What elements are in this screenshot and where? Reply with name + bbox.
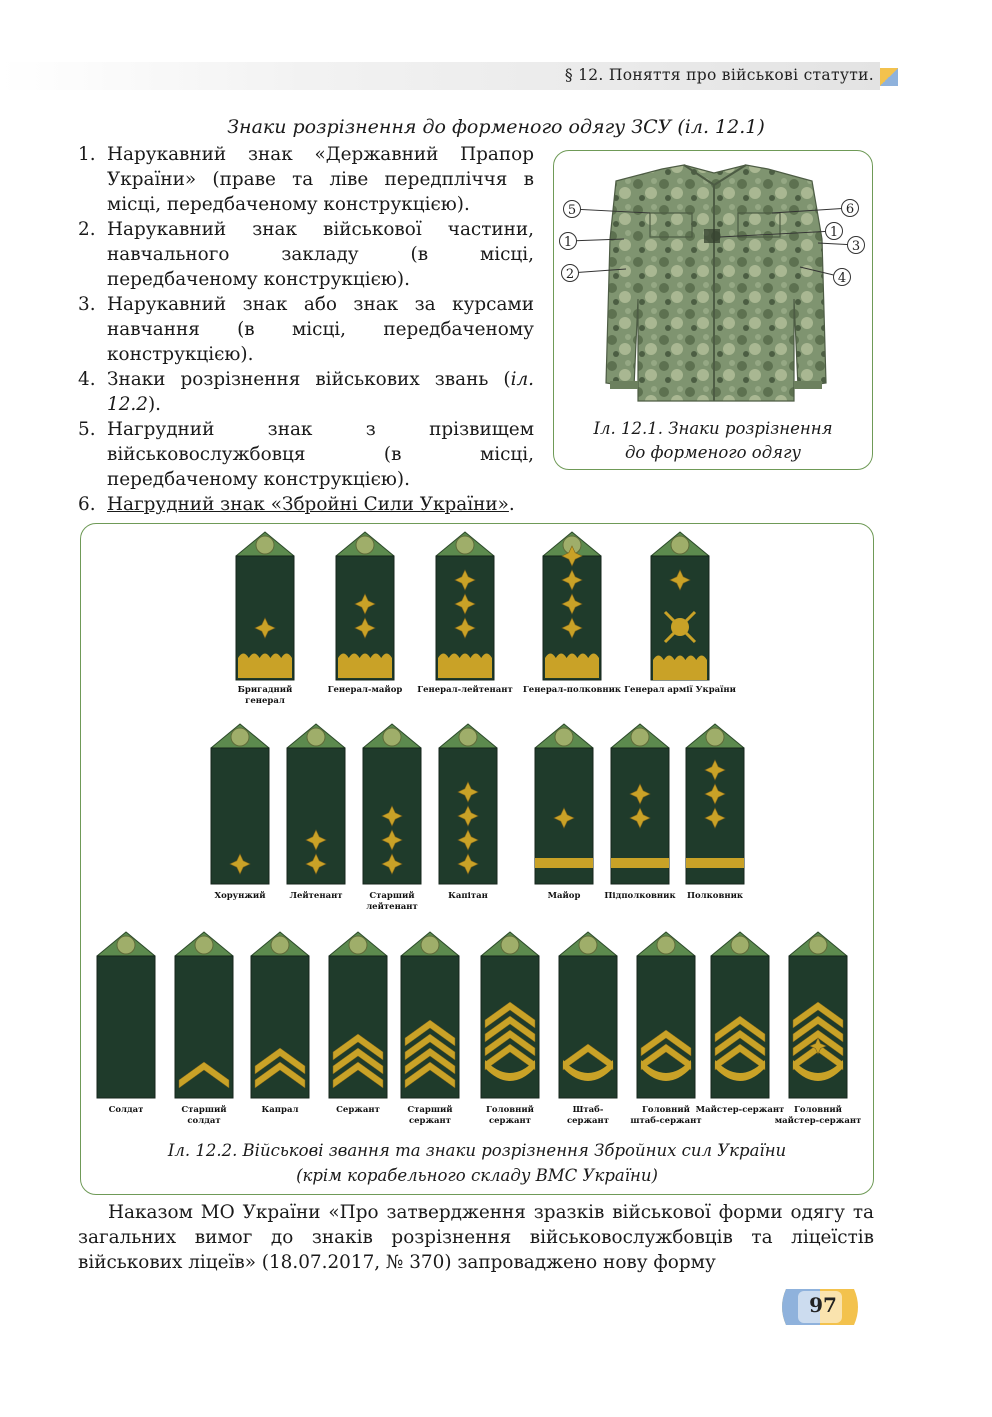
board-button xyxy=(195,936,213,954)
enlisted-board xyxy=(789,932,847,1098)
gold-stripe xyxy=(611,858,669,868)
rank-label: сержант xyxy=(488,1116,532,1126)
insignia-list xyxy=(78,142,534,517)
rank-label: Генерал-полковник xyxy=(522,685,622,695)
body-paragraph: Наказом МО України «Про затвердження зразків військової форми одягу та загальних вимог до знаків розрізнення військовослужбовців та ліцеїстів військових ліцеїв» (18.07.2017, № 370) запроваджено нову форму xyxy=(78,1202,874,1273)
enlisted-board xyxy=(97,932,155,1098)
rank-label: солдат xyxy=(187,1116,221,1126)
list-item: 5. Нагрудний знак з прізвищем військовослужбовця (в місці, передбаченому конструкцією). xyxy=(78,419,534,490)
rank-label: Головний xyxy=(642,1105,690,1115)
general-board xyxy=(336,532,394,680)
board-button xyxy=(671,536,689,554)
board-button xyxy=(256,536,274,554)
board-button xyxy=(383,728,401,746)
board-button xyxy=(307,728,325,746)
general-board xyxy=(543,532,601,680)
board-button xyxy=(731,936,749,954)
enlisted-board xyxy=(481,932,539,1098)
rank-label: Генерал-лейтенант xyxy=(417,685,513,695)
enlisted-board xyxy=(711,932,769,1098)
gold-stripe xyxy=(535,858,593,868)
gold-wave xyxy=(653,656,707,681)
gold-wave xyxy=(438,654,492,679)
board-button xyxy=(421,936,439,954)
rank-label: майстер-сержант xyxy=(774,1116,862,1126)
rank-label: Бригадний xyxy=(237,685,293,695)
list-item: 4. Знаки розрізнення військових звань (іл. 12.2). xyxy=(78,369,534,415)
figure-uniform-jacket xyxy=(553,150,873,470)
enlisted-board xyxy=(175,932,233,1098)
rank-label: Генерал армії України xyxy=(624,685,736,695)
rank-shoulder-boards xyxy=(81,524,873,1136)
left-cuff xyxy=(610,381,638,389)
wreath-center xyxy=(671,618,689,636)
enlisted-board xyxy=(559,932,617,1098)
gold-wave xyxy=(338,654,392,679)
callout-number: 1 xyxy=(563,235,573,250)
officer-board xyxy=(439,724,497,884)
rank-label: Підполковник xyxy=(604,891,676,901)
enlisted-board xyxy=(637,932,695,1098)
board-button xyxy=(231,728,249,746)
rank-label: Майор xyxy=(547,891,581,901)
rank-label: Генерал-майор xyxy=(327,685,403,695)
board-button xyxy=(501,936,519,954)
page-number: 97 xyxy=(809,1293,837,1317)
rank-label: Старший xyxy=(369,891,415,901)
rank-label: лейтенант xyxy=(366,902,418,912)
board-button xyxy=(579,936,597,954)
rank-label: Хорунжий xyxy=(214,891,266,901)
rank-label: генерал xyxy=(245,696,285,706)
callout-number: 4 xyxy=(837,271,847,286)
callout-number: 6 xyxy=(845,202,855,217)
officer-board xyxy=(686,724,744,884)
rank-label: Капрал xyxy=(261,1105,299,1115)
list-item: 3. Нарукавний знак або знак за курсами навчання (в місці, передбаченому конструкцією). xyxy=(78,294,534,365)
list-item: 6. Нагрудний знак «Збройні Сили України». xyxy=(78,494,515,515)
board-button xyxy=(459,728,477,746)
rank-label: Солдат xyxy=(108,1105,144,1115)
rank-label: сержант xyxy=(408,1116,452,1126)
header-corner-mark xyxy=(880,68,898,86)
figure1-caption: Іл. 12.1. Знаки розрізнення до форменого одягу xyxy=(593,419,833,462)
officer-board xyxy=(363,724,421,884)
enlisted-board xyxy=(401,932,459,1098)
general-board xyxy=(651,532,709,680)
rank-label: Капітан xyxy=(448,891,488,901)
officer-board xyxy=(287,724,345,884)
officer-board xyxy=(611,724,669,884)
rank-label: Головний xyxy=(486,1105,534,1115)
officer-board xyxy=(211,724,269,884)
gold-wave xyxy=(238,654,292,679)
board-button xyxy=(657,936,675,954)
gold-stripe xyxy=(686,858,744,868)
callout-number: 5 xyxy=(567,203,577,218)
rank-label: Лейтенант xyxy=(289,891,343,901)
list-item: 1. Нарукавний знак «Державний Прапор України» (праве та ліве передпліччя в місці, передбаченому конструкцією). xyxy=(78,144,534,215)
jacket-body xyxy=(606,165,826,401)
list-item: 2. Нарукавний знак військової частини, навчального закладу (в місці, передбаченому конструкцією). xyxy=(78,219,534,290)
rank-label: Старший xyxy=(407,1105,453,1115)
enlisted-board xyxy=(329,932,387,1098)
right-cuff xyxy=(794,381,822,389)
board-button xyxy=(117,936,135,954)
rank-label: Полковник xyxy=(686,891,744,901)
general-board xyxy=(436,532,494,680)
board-button xyxy=(349,936,367,954)
callout-number: 3 xyxy=(851,239,861,254)
rank-label: Штаб- xyxy=(572,1105,604,1115)
rank-label: Майстер-сержант xyxy=(695,1105,785,1115)
rank-label: Старший xyxy=(181,1105,227,1115)
board-button xyxy=(631,728,649,746)
board-button xyxy=(456,536,474,554)
board-button xyxy=(706,728,724,746)
board-button xyxy=(555,728,573,746)
gold-wave xyxy=(545,654,599,679)
rank-label: сержант xyxy=(566,1116,610,1126)
rank-label: Головний xyxy=(794,1105,842,1115)
rank-label: штаб-сержант xyxy=(630,1116,702,1126)
general-board xyxy=(236,532,294,680)
chest-badge xyxy=(704,229,720,243)
board-button xyxy=(356,536,374,554)
section-title: Знаки розрізнення до форменого одягу ЗСУ (іл. 12.1) xyxy=(227,116,765,138)
callout-number: 1 xyxy=(829,225,839,240)
figure2-caption: Іл. 12.2. Військові звання та знаки розрізнення Збройних сил України (крім корабельного складу ВМС України) xyxy=(167,1141,787,1185)
enlisted-board xyxy=(251,932,309,1098)
board-button xyxy=(809,936,827,954)
board-button xyxy=(271,936,289,954)
officer-board xyxy=(535,724,593,884)
rank-label: Сержант xyxy=(336,1105,380,1115)
running-header-title: § 12. Поняття про військові статути. xyxy=(564,66,874,84)
figure-rank-insignia xyxy=(80,523,874,1195)
callout-number: 2 xyxy=(565,267,575,282)
board-field xyxy=(97,956,155,1098)
jacket xyxy=(606,165,826,401)
